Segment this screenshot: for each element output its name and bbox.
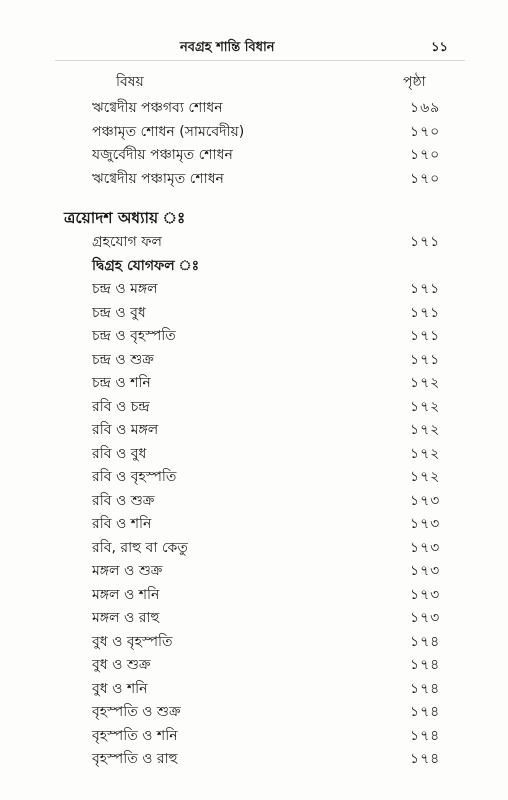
toc-entry-title: ঋগ্বেদীয় পঞ্চামৃত শোধন (92, 170, 224, 187)
toc-entry-title: চন্দ্র ও শুক্র (92, 351, 154, 368)
toc-entry (0, 630, 508, 654)
toc-entry-page: ১৭১ (410, 304, 441, 321)
toc-entry (0, 653, 508, 677)
toc-entry-page: ১৭১ (410, 281, 441, 297)
toc-entry (0, 747, 508, 771)
toc-entry (0, 583, 508, 607)
toc-entry (0, 724, 508, 748)
column-header-subject: বিষয় (116, 74, 144, 90)
toc-entry (0, 254, 508, 278)
toc-entry-page: ১৭১ (410, 234, 441, 250)
toc-entry (0, 418, 508, 442)
toc-entry-title: বৃহস্পতি ও শনি (92, 727, 178, 744)
toc-entry-page: ১৭০ (410, 123, 441, 140)
toc-entry (0, 167, 508, 191)
toc-entry-title: মঙ্গল ও শনি (92, 586, 160, 603)
toc-entry (0, 700, 508, 724)
toc-entry-page: ১৭০ (410, 147, 441, 163)
toc-entry (0, 371, 508, 395)
toc-entry-title: পঞ্চামৃত শোধন (সামবেদীয়) (92, 123, 245, 140)
toc-entry-title: রবি ও শনি (92, 516, 152, 532)
toc-entry-title: চন্দ্র ও মঙ্গল (92, 281, 158, 297)
toc-entry-page: ১৭৩ (410, 586, 441, 603)
toc-entry (0, 120, 508, 144)
toc-entry-page: ১৭৩ (410, 539, 441, 556)
toc-entry-page: ১৭৩ (410, 516, 441, 532)
toc-entry-title: চন্দ্র ও বুধ (92, 304, 146, 321)
toc-entry-page: ১৭০ (410, 170, 441, 187)
toc-entry-title: মঙ্গল ও শুক্র (92, 563, 163, 579)
toc-entry-title: বুধ ও বৃহস্পতি (92, 633, 173, 650)
toc-entry-page: ১৭৪ (410, 657, 441, 673)
toc-entry-page: ১৬৯ (410, 100, 441, 116)
toc-entry-title: রবি ও বুধ (92, 445, 147, 462)
toc-entry (0, 677, 508, 701)
toc-entry (0, 536, 508, 560)
toc-entry (0, 489, 508, 513)
toc-entry (0, 324, 508, 348)
toc-entry-page: ১৭২ (410, 398, 441, 415)
toc-entry-page: ১৭২ (410, 445, 441, 462)
toc-entry-title: যজুর্বেদীয় পঞ্চামৃত শোধন (92, 147, 233, 163)
column-header-page: পৃষ্ঠা (403, 74, 426, 90)
toc-entry-page: ১৭২ (410, 375, 441, 391)
running-head-title: নবগ্রহ শান্তি বিধান (180, 40, 275, 55)
toc-entry-title: বৃহস্পতি ও শুক্র (92, 704, 181, 720)
toc-entry-page: ১৭৪ (410, 751, 441, 767)
toc-entry-page: ১৭১ (410, 328, 441, 344)
page-number: ১১ (431, 40, 448, 55)
header-divider (55, 60, 465, 61)
toc-entry (0, 96, 508, 120)
toc-entry-title: মঙ্গল ও রাহু (92, 610, 160, 626)
toc-list-section-2 (0, 230, 508, 771)
toc-entry (0, 442, 508, 466)
toc-entry-title: রবি, রাহু বা কেতু (92, 539, 188, 556)
toc-entry-title: রবি ও বৃহস্পতি (92, 469, 177, 485)
toc-entry (0, 301, 508, 325)
toc-entry-page: ১৭৪ (410, 680, 441, 697)
toc-entry-title: রবি ও শুক্র (92, 492, 155, 509)
toc-entry-title: গ্রহযোগ ফল (92, 234, 162, 250)
toc-list-section-1 (0, 96, 508, 190)
toc-entry (0, 348, 508, 372)
toc-entry (0, 277, 508, 301)
toc-entry-title: বৃহস্পতি ও রাহু (92, 751, 178, 767)
toc-entry-title: রবি ও মঙ্গল (92, 422, 159, 438)
toc-entry (0, 559, 508, 583)
toc-entry-title: রবি ও চন্দ্র (92, 398, 150, 415)
toc-entry-title: দ্বিগ্রহ যোগফল ঃ (92, 257, 200, 274)
toc-entry-page: ১৭৪ (410, 633, 441, 650)
toc-entry-title: বুধ ও শুক্র (92, 657, 151, 673)
toc-entry-title: চন্দ্র ও শনি (92, 375, 151, 391)
toc-entry-page: ১৭২ (410, 469, 441, 485)
toc-entry-page: ১৭৩ (410, 610, 441, 626)
toc-entry-page: ১৭৪ (410, 704, 441, 720)
toc-entry (0, 512, 508, 536)
toc-entry (0, 395, 508, 419)
chapter-heading: ত্রয়োদশ অধ্যায় ঃ (64, 209, 186, 227)
toc-entry (0, 143, 508, 167)
toc-entry (0, 465, 508, 489)
toc-entry-page: ১৭৩ (410, 492, 441, 509)
toc-entry-title: চন্দ্র ও বৃহস্পতি (92, 328, 176, 344)
toc-entry-page: ১৭৩ (410, 563, 441, 579)
toc-entry-page: ১৭১ (410, 351, 441, 368)
toc-entry-page: ১৭৪ (410, 727, 441, 744)
toc-entry (0, 230, 508, 254)
toc-entry (0, 606, 508, 630)
toc-entry-page: ১৭২ (410, 422, 441, 438)
toc-entry-title: ঋগ্বেদীয় পঞ্চগব্য শোধন (92, 100, 223, 116)
toc-entry-title: বুধ ও শনি (92, 680, 148, 697)
